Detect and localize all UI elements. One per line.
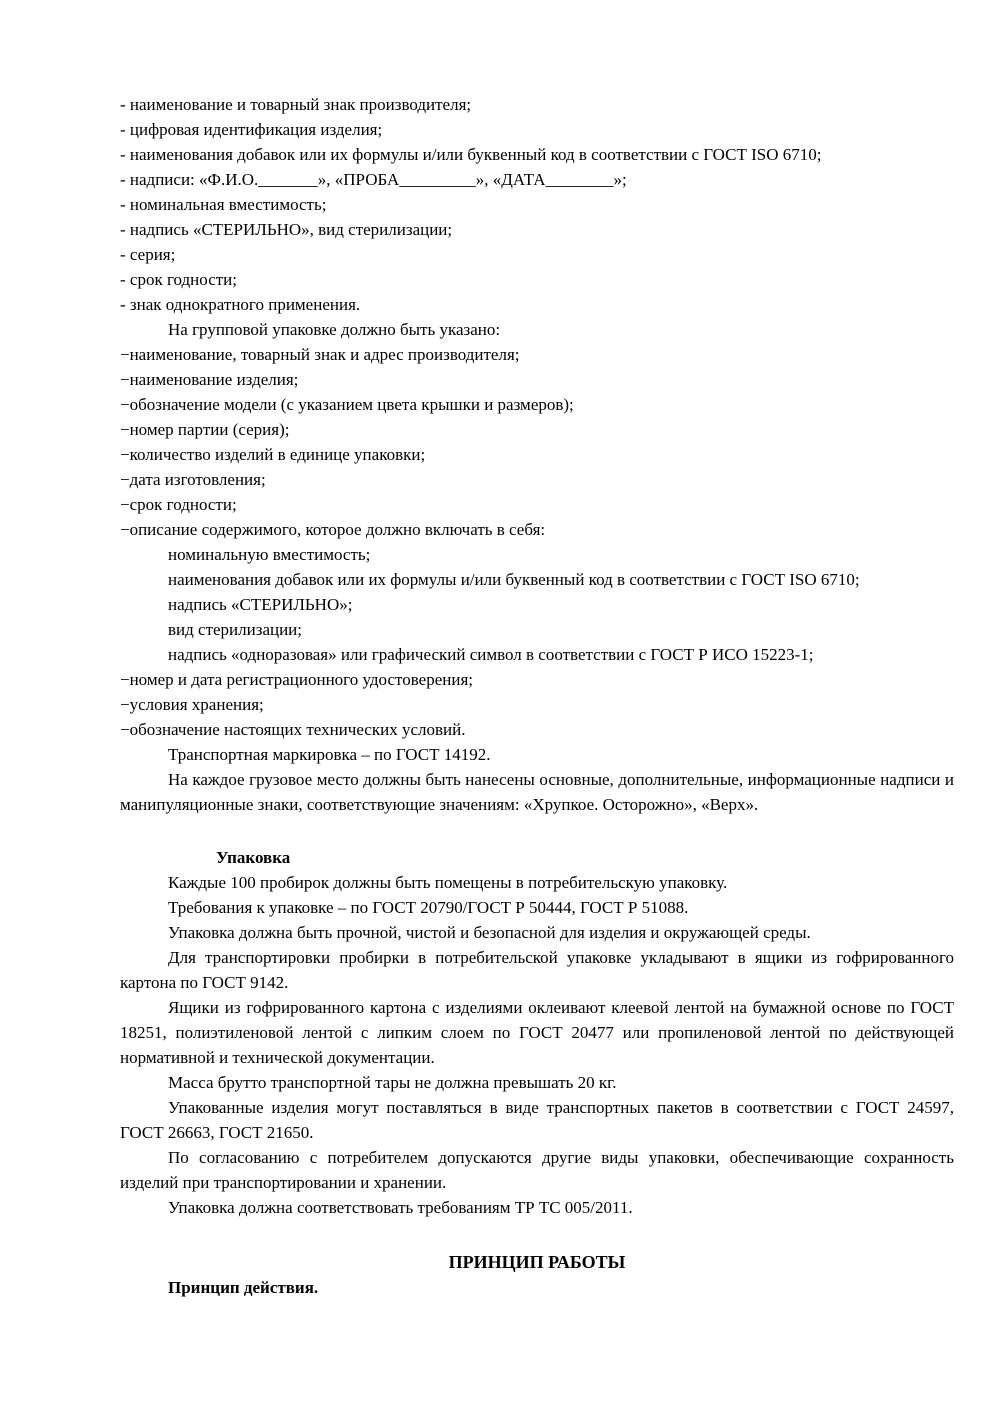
list-item: - наименование и товарный знак производителя; [120,95,472,114]
list-item: - знак однократного применения. [120,295,361,314]
list-item: −дата изготовления; [120,470,266,489]
list-item: надпись «СТЕРИЛЬНО»; [168,595,353,614]
list-item: - надписи: «Ф.И.О._______», «ПРОБА_________», «ДАТА________»; [120,170,627,189]
list-item: - наименования добавок или их формулы и/или буквенный код в соответствии с ГОСТ ISO 6710; [120,145,822,164]
section-heading-packaging: Упаковка [216,848,291,867]
paragraph: Для транспортировки пробирки в потребительской упаковке укладывают в ящики из гофрированного картона по ГОСТ 9142. [120,948,954,992]
paragraph: Требования к упаковке – по ГОСТ 20790/ГОСТ Р 50444, ГОСТ Р 51088. [168,898,689,917]
list-item: −обозначение модели (с указанием цвета крышки и размеров); [120,395,574,414]
paragraph: Транспортная маркировка – по ГОСТ 14192. [168,745,491,764]
list-item: - срок годности; [120,270,237,289]
paragraph: Ящики из гофрированного картона с изделиями оклеивают клеевой лентой на бумажной основе по ГОСТ 18251, полиэтиленовой лентой с липким слоем по ГОСТ 20477 или пропиленовой лентой по действующей нормативной и технической документации. [120,998,954,1067]
list-item: −описание содержимого, которое должно включать в себя: [120,520,546,539]
list-item: - надпись «СТЕРИЛЬНО», вид стерилизации; [120,220,453,239]
list-item: −условия хранения; [120,695,264,714]
paragraph: Масса брутто транспортной тары не должна превышать 20 кг. [168,1073,617,1092]
list-item: −количество изделий в единице упаковки; [120,445,426,464]
paragraph: Упаковка должна соответствовать требованиям ТР ТС 005/2011. [168,1198,633,1217]
list-item: вид стерилизации; [168,620,302,639]
paragraph: Каждые 100 пробирок должны быть помещены в потребительскую упаковку. [168,873,728,892]
paragraph: На групповой упаковке должно быть указано: [168,320,501,339]
list-item: −наименование, товарный знак и адрес производителя; [120,345,520,364]
paragraph: Упакованные изделия могут поставляться в виде транспортных пакетов в соответствии с ГОСТ 24597, ГОСТ 26663, ГОСТ 21650. [120,1098,954,1142]
list-item: номинальную вместимость; [168,545,371,564]
paragraph: На каждое грузовое место должны быть нанесены основные, дополнительные, информационные надписи и манипуляционные знаки, соответствующие значениям: «Хрупкое. Осторожно», «Верх». [120,770,954,814]
list-item: −номер и дата регистрационного удостоверения; [120,670,473,689]
paragraph: Упаковка должна быть прочной, чистой и безопасной для изделия и окружающей среды. [168,923,811,942]
list-item: - цифровая идентификация изделия; [120,120,383,139]
list-item: - серия; [120,245,176,264]
list-item: наименования добавок или их формулы и/или буквенный код в соответствии с ГОСТ ISO 6710; [168,570,860,589]
paragraph: По согласованию с потребителем допускаются другие виды упаковки, обеспечивающие сохранность изделий при транспортировании и хранении. [120,1148,954,1192]
list-item: −срок годности; [120,495,237,514]
paragraph: Принцип действия. [168,1278,319,1297]
list-item: −наименование изделия; [120,370,299,389]
list-item: −номер партии (серия); [120,420,290,439]
list-item: надпись «одноразовая» или графический символ в соответствии с ГОСТ Р ИСО 15223-1; [168,645,814,664]
list-item: −обозначение настоящих технических условий. [120,720,466,739]
section-heading-principle: ПРИНЦИП РАБОТЫ [448,1252,626,1272]
list-item: - номинальная вместимость; [120,195,327,214]
